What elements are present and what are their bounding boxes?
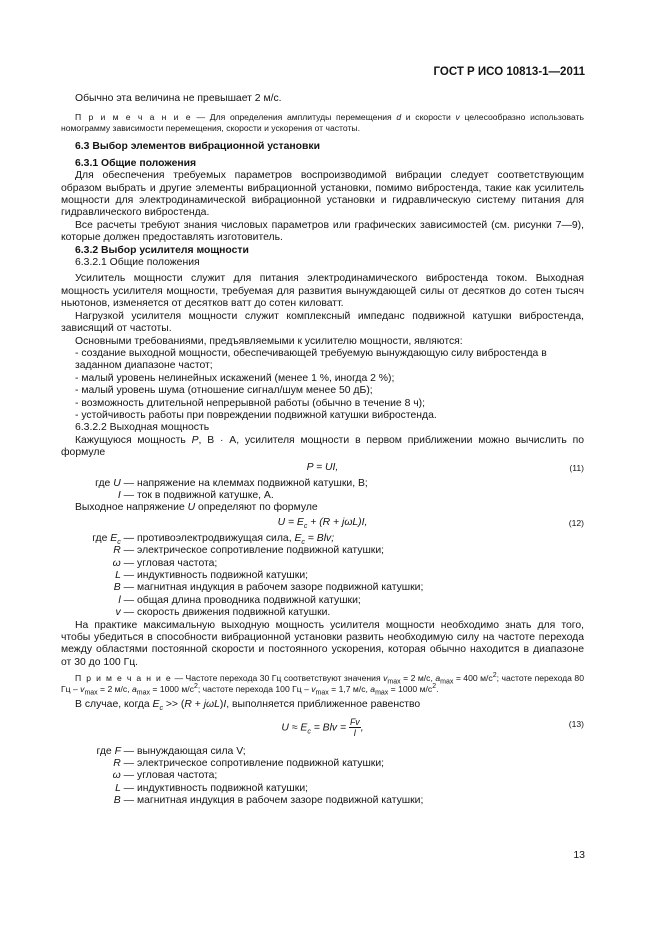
definition-row: R — электрическое сопротивление подвижной катушки; bbox=[113, 545, 385, 557]
formula: $U = E_c + (R + j\omega L)I$, bbox=[277, 516, 368, 530]
definition-row: где $E_c$ — противоэлектродвижущая сила, $E_c$ = Blv; bbox=[92, 532, 335, 546]
paragraph: Выходное напряжение U определяют по формуле bbox=[75, 502, 318, 514]
list-item: - создание выходной мощности, обеспечивающей требуемую вынуждающую силу вибростенда в заданном диапазоне частот; bbox=[75, 347, 547, 372]
note: П р и м е ч а н и е — Частоте перехода 30 Гц соответствуют значения $v_{max} = 2$ м/с, $a_{max} = 400$ $м/с^2$; частоте перехода 80 Гц – $v_{max} = 2$ м/с, $a_{max} = 1000$ $м/с^2$; частоте перехода 100 Гц – $v_{max} = 1,7$ м/с, $a_{max} = 1000$ $м/с^2$. bbox=[61, 672, 584, 697]
note: П р и м е ч а н и е — Для определения амплитуды перемещения d и скорости v целесообразно использовать номограмму зависимости перемещения, скорости и ускорения от частоты. bbox=[61, 112, 584, 134]
list-item: - возможность длительной непрерывной работы (обычно в течение 8 ч); bbox=[75, 397, 426, 409]
document-header: ГОСТ Р ИСО 10813-1—2011 bbox=[433, 66, 585, 78]
paragraph: Обычно эта величина не превышает 2 м/с. bbox=[75, 93, 282, 104]
equation-12 bbox=[61, 517, 584, 531]
equation-11 bbox=[61, 462, 584, 476]
page-number: 13 bbox=[573, 849, 585, 861]
paragraph: Усилитель мощности служит для питания электродинамического вибростенда током. Выходная мощность усилителя мощности, требуемая для развития вынуждающей силы от десятков до сотен тысяч ньютонов, изменяется от десятков ватт до сотен киловатт. bbox=[61, 273, 584, 310]
equation-number: (11) bbox=[569, 462, 584, 473]
definition-row: где U — напряжение на клеммах подвижной катушки, В; bbox=[95, 477, 368, 489]
paragraph: Для обеспечения требуемых параметров воспроизводимой вибрации следует соответствующим образом выбрать и другие элементы вибрационной установки, помимо вибростенда, такие как усилитель мощности для электродинамической вибрационной установки и гидравлическую систему питания для гидравлического вибростенда. bbox=[61, 170, 584, 219]
definition-row: ω — угловая частота; bbox=[112, 770, 218, 782]
paragraph: Кажущуюся мощность P, В · А, усилителя мощности в первом приближении можно вычислить по формуле bbox=[61, 434, 585, 459]
definition-row: R — электрическое сопротивление подвижной катушки; bbox=[113, 758, 385, 770]
definition-row: B — магнитная индукция в рабочем зазоре подвижной катушки; bbox=[113, 795, 424, 807]
equation-13 bbox=[61, 714, 584, 744]
document-body bbox=[61, 93, 584, 808]
definition-row: I — ток в подвижной катушке, А. bbox=[117, 489, 274, 501]
list-item: - малый уровень шума (отношение сигнал/шум менее 50 дБ); bbox=[75, 385, 373, 397]
paragraph: В случае, когда $E_c >> (R + j\omega L)I$, выполняется приближенное равенство bbox=[75, 699, 421, 713]
paragraph: Основными требованиями, предъявляемыми к усилителю мощности, являются: bbox=[75, 335, 463, 347]
subsection-heading: 6.3.2.1 Общие положения bbox=[75, 257, 200, 269]
section-heading: 6.3.2 Выбор усилителя мощности bbox=[75, 244, 249, 256]
definition-row: ω — угловая частота; bbox=[112, 557, 218, 569]
definition-row: L — индуктивность подвижной катушки; bbox=[115, 782, 309, 794]
list-item: - устойчивость работы при повреждении подвижной катушки вибростенда. bbox=[75, 409, 437, 421]
list-item: - малый уровень нелинейных искажений (менее 1 %, иногда 2 %); bbox=[75, 372, 395, 384]
section-heading: 6.3.1 Общие положения bbox=[75, 157, 197, 169]
paragraph: Все расчеты требуют знания числовых параметров или графических зависимостей (см. рисунки 7—9), которые должен предоставлять изготовитель. bbox=[61, 219, 584, 244]
section-heading: 6.3 Выбор элементов вибрационной установки bbox=[75, 141, 320, 153]
paragraph: На практике максимальную выходную мощность усилителя мощности необходимо знать для того, чтобы убедиться в способности вибрационной установки развить необходимую силу на частоте перехода между областями постоянной скорости и постоянного ускорения, которая обычно находится в диапазоне от 30 до 100 Гц. bbox=[61, 619, 584, 668]
definition-row: L — индуктивность подвижной катушки; bbox=[115, 570, 309, 581]
paragraph: Нагрузкой усилителя мощности служит комплексный импеданс подвижной катушки вибростенда, зависящий от частоты. bbox=[61, 310, 584, 335]
definition-row: v — скорость движения подвижной катушки. bbox=[115, 607, 331, 619]
subsection-heading: 6.3.2.2 Выходная мощность bbox=[75, 422, 210, 434]
equation-number: (12) bbox=[568, 517, 584, 528]
definition-row: l — общая длина проводника подвижной катушки; bbox=[118, 594, 361, 606]
equation-number: (13) bbox=[568, 718, 584, 729]
definition-row: где F — вынуждающая сила V; bbox=[96, 745, 246, 757]
formula: P = UI, bbox=[306, 461, 339, 473]
formula: $U \approx E_c$ = Blv = $\frac{Fv}{I}$ , bbox=[281, 716, 364, 738]
definition-row: B — магнитная индукция в рабочем зазоре подвижной катушки; bbox=[113, 582, 424, 594]
